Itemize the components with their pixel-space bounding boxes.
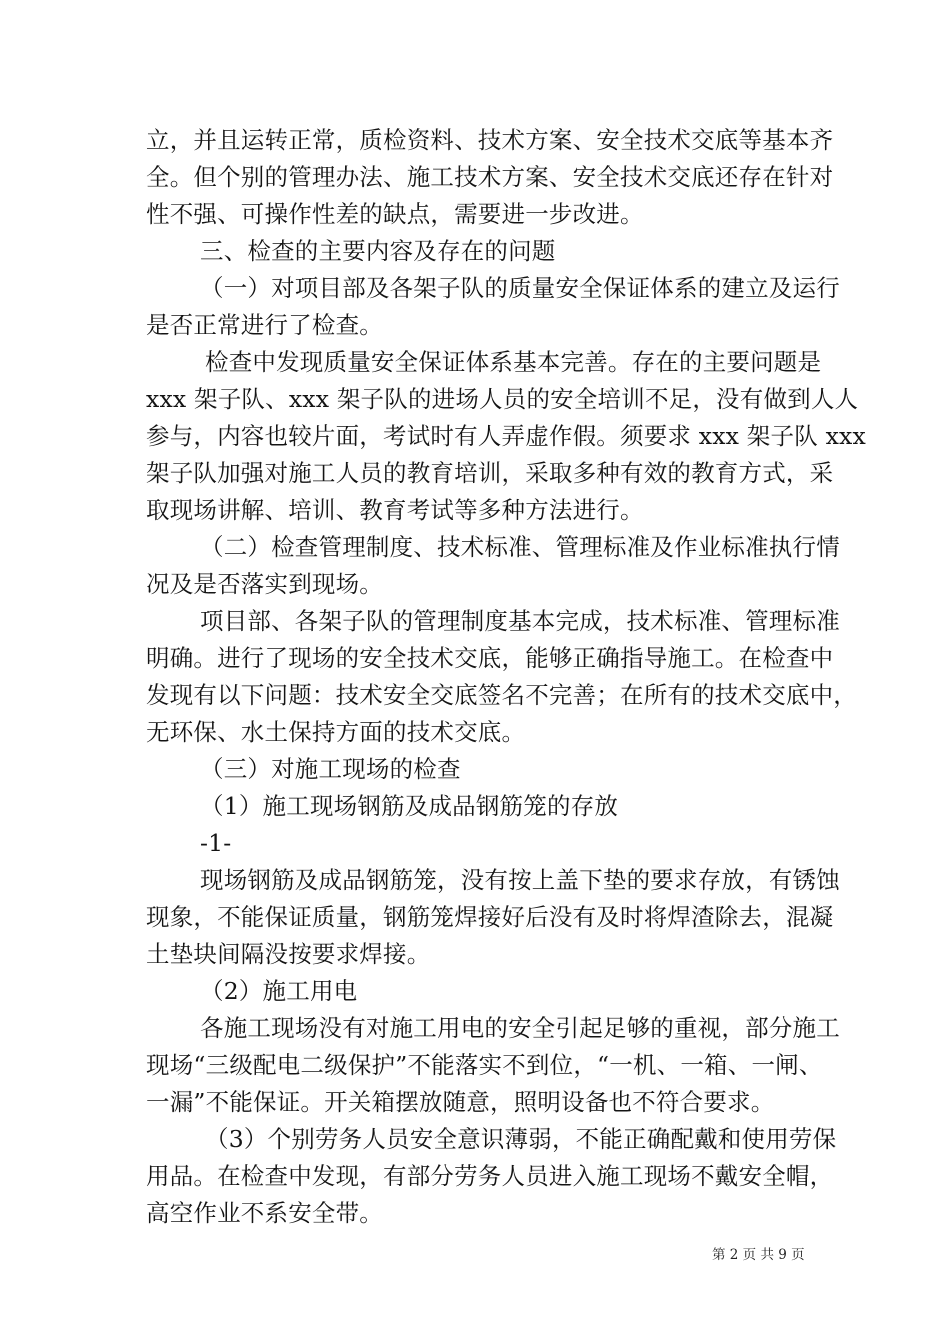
paragraph-line: （3）个别劳务人员安全意识薄弱，不能正确配戴和使用劳保 — [205, 1125, 837, 1153]
paragraph-line: 各施工现场没有对施工用电的安全引起足够的重视，部分施工 — [200, 1014, 840, 1042]
paragraph-line: xxx 架子队、xxx 架子队的进场人员的安全培训不足，没有做到人人 — [146, 385, 859, 413]
paragraph-line: 性不强、可操作性差的缺点，需要进一步改进。 — [146, 200, 644, 228]
paragraph-line: 现场“三级配电二级保护”不能落实不到位，“一机、一箱、一闸、 — [146, 1051, 823, 1079]
subsection-heading: 是否正常进行了检查。 — [146, 311, 383, 339]
item-heading: （1）施工现场钢筋及成品钢筋笼的存放 — [200, 792, 619, 820]
paragraph-line: 项目部、各架子队的管理制度基本完成，技术标准、管理标准 — [200, 607, 840, 635]
paragraph-line: 高空作业不系安全带。 — [146, 1199, 383, 1227]
subsection-heading: （三）对施工现场的检查 — [200, 755, 461, 783]
paragraph-line: 架子队加强对施工人员的教育培训，采取多种有效的教育方式，采 — [146, 459, 834, 487]
paragraph-line: 无环保、水土保持方面的技术交底。 — [146, 718, 526, 746]
paragraph-line: 立，并且运转正常，质检资料、技术方案、安全技术交底等基本齐 — [146, 126, 834, 154]
inline-page-number: -1- — [200, 829, 232, 857]
page-footer: 第 2 页 共 9 页 — [712, 1247, 805, 1263]
paragraph-line: 取现场讲解、培训、教育考试等多种方法进行。 — [146, 496, 644, 524]
paragraph-line: 明确。进行了现场的安全技术交底，能够正确指导施工。在检查中 — [146, 644, 834, 672]
subsection-heading: （一）对项目部及各架子队的质量安全保证体系的建立及运行 — [200, 274, 840, 302]
paragraph-line: 土垫块间隔没按要求焊接。 — [146, 940, 431, 968]
section-heading: 三、检查的主要内容及存在的问题 — [200, 237, 556, 265]
item-heading: （2）施工用电 — [200, 977, 358, 1005]
paragraph-line: 检查中发现质量安全保证体系基本完善。存在的主要问题是 — [205, 348, 822, 376]
subsection-heading: （二）检查管理制度、技术标准、管理标准及作业标准执行情 — [200, 533, 840, 561]
subsection-heading: 况及是否落实到现场。 — [146, 570, 383, 598]
paragraph-line: 参与，内容也较片面，考试时有人弄虚作假。须要求 xxx 架子队 xxx — [146, 422, 866, 450]
paragraph-line: 发现有以下问题：技术安全交底签名不完善；在所有的技术交底中， — [146, 681, 857, 709]
paragraph-line: 现场钢筋及成品钢筋笼，没有按上盖下垫的要求存放，有锈蚀 — [200, 866, 840, 894]
paragraph-line: 一漏”不能保证。开关箱摆放随意，照明设备也不符合要求。 — [146, 1088, 775, 1116]
paragraph-line: 用品。在检查中发现，有部分劳务人员进入施工现场不戴安全帽， — [146, 1162, 834, 1190]
paragraph-line: 现象，不能保证质量，钢筋笼焊接好后没有及时将焊渣除去，混凝 — [146, 903, 834, 931]
paragraph-line: 全。但个别的管理办法、施工技术方案、安全技术交底还存在针对 — [146, 163, 834, 191]
